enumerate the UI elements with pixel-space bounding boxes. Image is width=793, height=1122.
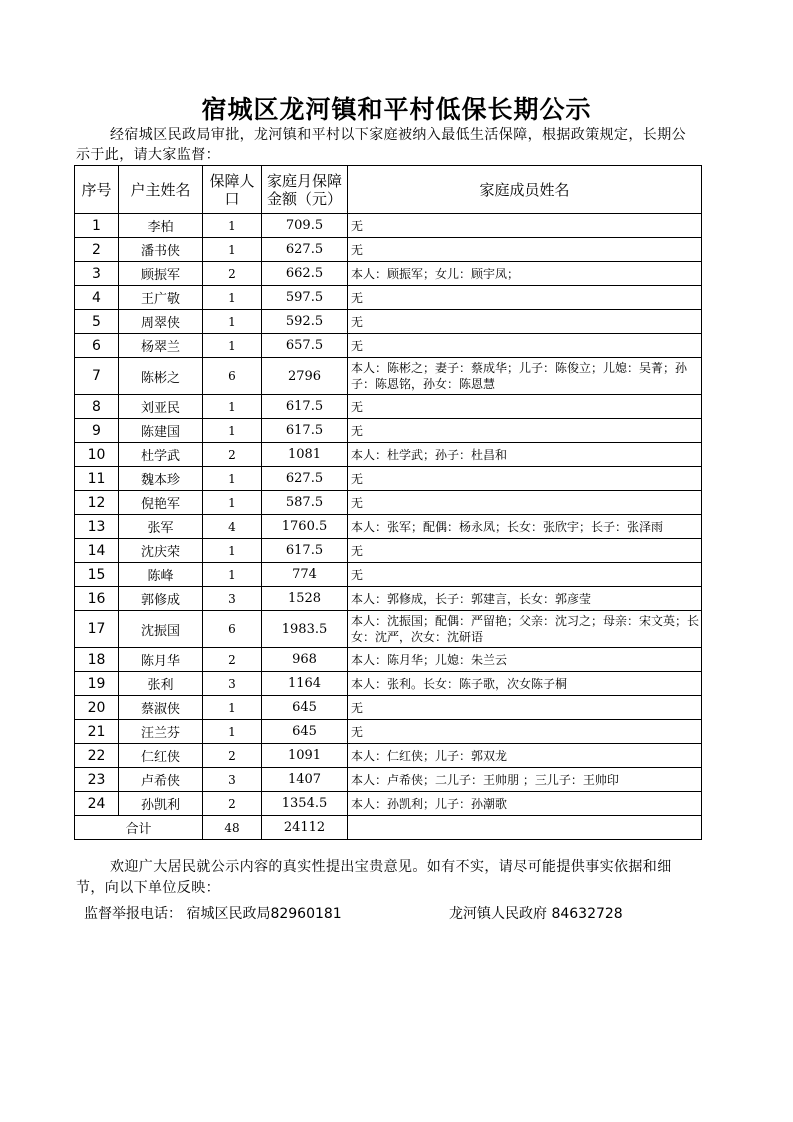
row-no: 16	[75, 587, 119, 611]
row-members: 本人：郭修成，长子：郭建言，长女：郭彦莹	[348, 587, 702, 611]
row-count: 1	[203, 696, 262, 720]
row-count: 1	[203, 334, 262, 358]
row-head-name: 汪兰芬	[119, 720, 203, 744]
row-count: 1	[203, 214, 262, 238]
contact-line	[84, 903, 623, 923]
table-row	[75, 310, 702, 334]
row-head-name: 沈振国	[119, 611, 203, 648]
row-head-name: 李柏	[119, 214, 203, 238]
row-count: 1	[203, 720, 262, 744]
row-members: 本人：卢希侠；二儿子：王帅朋 ；三儿子：王帅印	[348, 768, 702, 792]
row-head-name: 陈彬之	[119, 358, 203, 395]
row-head-name: 潘书侠	[119, 238, 203, 262]
row-members: 本人：沈振国；配偶：严留艳；父亲：沈习之；母亲：宋文英；长女：沈严，次女：沈研语	[348, 611, 702, 648]
row-count: 3	[203, 587, 262, 611]
header-count: 保障人口	[203, 166, 262, 214]
row-head-name: 郭修成	[119, 587, 203, 611]
table-row	[75, 648, 702, 672]
row-head-name: 杜学武	[119, 443, 203, 467]
row-members: 本人：张军；配偶：杨永凤；长女：张欣宇；长子：张泽雨	[348, 515, 702, 539]
row-head-name: 倪艳军	[119, 491, 203, 515]
report-label: 监督举报电话：	[84, 906, 182, 922]
row-amount: 2796	[262, 358, 348, 395]
row-amount: 597.5	[262, 286, 348, 310]
row-members: 无	[348, 419, 702, 443]
row-count: 1	[203, 286, 262, 310]
row-amount: 1164	[262, 672, 348, 696]
row-no: 24	[75, 792, 119, 816]
row-amount: 592.5	[262, 310, 348, 334]
row-count: 2	[203, 792, 262, 816]
row-amount: 627.5	[262, 238, 348, 262]
table-row	[75, 539, 702, 563]
row-amount: 1081	[262, 443, 348, 467]
total-label: 合计	[75, 816, 203, 840]
row-head-name: 蔡淑侠	[119, 696, 203, 720]
row-no: 9	[75, 419, 119, 443]
row-amount: 587.5	[262, 491, 348, 515]
intro-paragraph: 经宿城区民政局审批，龙河镇和平村以下家庭被纳入最低生活保障，根据政策规定，长期公示于此，请大家监督：	[76, 127, 686, 163]
row-members: 无	[348, 310, 702, 334]
row-amount: 968	[262, 648, 348, 672]
row-amount: 1354.5	[262, 792, 348, 816]
table-header-row	[75, 166, 702, 214]
row-head-name: 陈建国	[119, 419, 203, 443]
row-count: 1	[203, 395, 262, 419]
table-row	[75, 238, 702, 262]
table-row	[75, 768, 702, 792]
row-count: 4	[203, 515, 262, 539]
row-count: 2	[203, 262, 262, 286]
row-amount: 617.5	[262, 539, 348, 563]
row-amount: 657.5	[262, 334, 348, 358]
row-head-name: 仁红侠	[119, 744, 203, 768]
row-no: 17	[75, 611, 119, 648]
table-row	[75, 587, 702, 611]
row-head-name: 魏本珍	[119, 467, 203, 491]
row-no: 4	[75, 286, 119, 310]
row-count: 6	[203, 358, 262, 395]
row-count: 3	[203, 768, 262, 792]
row-no: 22	[75, 744, 119, 768]
table-row	[75, 744, 702, 768]
row-no: 23	[75, 768, 119, 792]
row-no: 2	[75, 238, 119, 262]
row-no: 13	[75, 515, 119, 539]
total-count: 48	[203, 816, 262, 840]
row-members: 本人：孙凯利；儿子：孙潮歌	[348, 792, 702, 816]
row-count: 1	[203, 563, 262, 587]
table-row	[75, 214, 702, 238]
row-members: 本人：陈彬之；妻子：蔡成华；儿子：陈俊立；儿媳：吴菁；孙子：陈恩铭，孙女：陈恩慧	[348, 358, 702, 395]
row-count: 1	[203, 491, 262, 515]
row-members: 无	[348, 286, 702, 310]
table-row	[75, 515, 702, 539]
table-row	[75, 262, 702, 286]
row-members: 无	[348, 720, 702, 744]
row-members: 无	[348, 467, 702, 491]
row-head-name: 卢希侠	[119, 768, 203, 792]
row-no: 19	[75, 672, 119, 696]
row-members: 本人：张利。长女：陈子歌，次女陈子桐	[348, 672, 702, 696]
page-title: 宿城区龙河镇和平村低保长期公示	[201, 95, 592, 124]
row-members: 无	[348, 214, 702, 238]
table-row	[75, 358, 702, 395]
row-head-name: 王广敬	[119, 286, 203, 310]
row-members: 无	[348, 238, 702, 262]
row-no: 3	[75, 262, 119, 286]
row-head-name: 顾振军	[119, 262, 203, 286]
row-no: 12	[75, 491, 119, 515]
row-amount: 774	[262, 563, 348, 587]
contact-town-government: 龙河镇人民政府 84632728	[449, 906, 623, 922]
table-row	[75, 792, 702, 816]
table-row	[75, 611, 702, 648]
table-row	[75, 334, 702, 358]
row-amount: 1983.5	[262, 611, 348, 648]
total-members-empty	[348, 816, 702, 840]
row-head-name: 沈庆荣	[119, 539, 203, 563]
row-count: 1	[203, 419, 262, 443]
row-no: 11	[75, 467, 119, 491]
contact-civil-affairs: 宿城区民政局82960181	[186, 906, 342, 922]
row-count: 1	[203, 238, 262, 262]
row-members: 本人：顾振军；女儿：顾宇凤；	[348, 262, 702, 286]
row-members: 无	[348, 395, 702, 419]
row-amount: 1528	[262, 587, 348, 611]
row-count: 2	[203, 648, 262, 672]
table-row	[75, 720, 702, 744]
total-amount: 24112	[262, 816, 348, 840]
table-row	[75, 696, 702, 720]
row-head-name: 刘亚民	[119, 395, 203, 419]
row-members: 无	[348, 539, 702, 563]
row-members: 本人：仁红侠；儿子：郭双龙	[348, 744, 702, 768]
row-head-name: 杨翠兰	[119, 334, 203, 358]
row-no: 10	[75, 443, 119, 467]
row-amount: 662.5	[262, 262, 348, 286]
row-amount: 617.5	[262, 419, 348, 443]
header-name: 户主姓名	[119, 166, 203, 214]
row-no: 7	[75, 358, 119, 395]
header-amount: 家庭月保障金额（元）	[262, 166, 348, 214]
row-members: 无	[348, 563, 702, 587]
table-row	[75, 443, 702, 467]
row-head-name: 陈峰	[119, 563, 203, 587]
row-amount: 1091	[262, 744, 348, 768]
row-amount: 645	[262, 720, 348, 744]
row-no: 15	[75, 563, 119, 587]
row-head-name: 周翠侠	[119, 310, 203, 334]
row-count: 2	[203, 744, 262, 768]
header-no: 序号	[75, 166, 119, 214]
row-head-name: 张利	[119, 672, 203, 696]
row-amount: 709.5	[262, 214, 348, 238]
table-row	[75, 672, 702, 696]
row-count: 2	[203, 443, 262, 467]
row-amount: 1407	[262, 768, 348, 792]
feedback-notice: 欢迎广大居民就公示内容的真实性提出宝贵意见。如有不实，请尽可能提供事实依据和细节，向以下单位反映：	[76, 859, 672, 896]
row-members: 本人：杜学武；孙子：杜昌和	[348, 443, 702, 467]
row-members: 无	[348, 334, 702, 358]
row-head-name: 孙凯利	[119, 792, 203, 816]
row-amount: 1760.5	[262, 515, 348, 539]
row-no: 5	[75, 310, 119, 334]
header-members: 家庭成员姓名	[348, 166, 702, 214]
row-no: 1	[75, 214, 119, 238]
row-amount: 645	[262, 696, 348, 720]
row-no: 6	[75, 334, 119, 358]
table-row	[75, 419, 702, 443]
row-members: 无	[348, 491, 702, 515]
row-no: 18	[75, 648, 119, 672]
row-count: 1	[203, 310, 262, 334]
row-members: 无	[348, 696, 702, 720]
assistance-table	[74, 165, 702, 840]
table-row	[75, 491, 702, 515]
row-count: 1	[203, 467, 262, 491]
row-amount: 627.5	[262, 467, 348, 491]
table-row	[75, 286, 702, 310]
table-row	[75, 395, 702, 419]
table-row	[75, 563, 702, 587]
row-count: 1	[203, 539, 262, 563]
row-members: 本人：陈月华；儿媳：朱兰云	[348, 648, 702, 672]
total-row	[75, 816, 702, 840]
row-no: 8	[75, 395, 119, 419]
row-no: 20	[75, 696, 119, 720]
row-no: 14	[75, 539, 119, 563]
row-head-name: 陈月华	[119, 648, 203, 672]
row-count: 6	[203, 611, 262, 648]
row-amount: 617.5	[262, 395, 348, 419]
table-row	[75, 467, 702, 491]
row-count: 3	[203, 672, 262, 696]
row-no: 21	[75, 720, 119, 744]
row-head-name: 张军	[119, 515, 203, 539]
